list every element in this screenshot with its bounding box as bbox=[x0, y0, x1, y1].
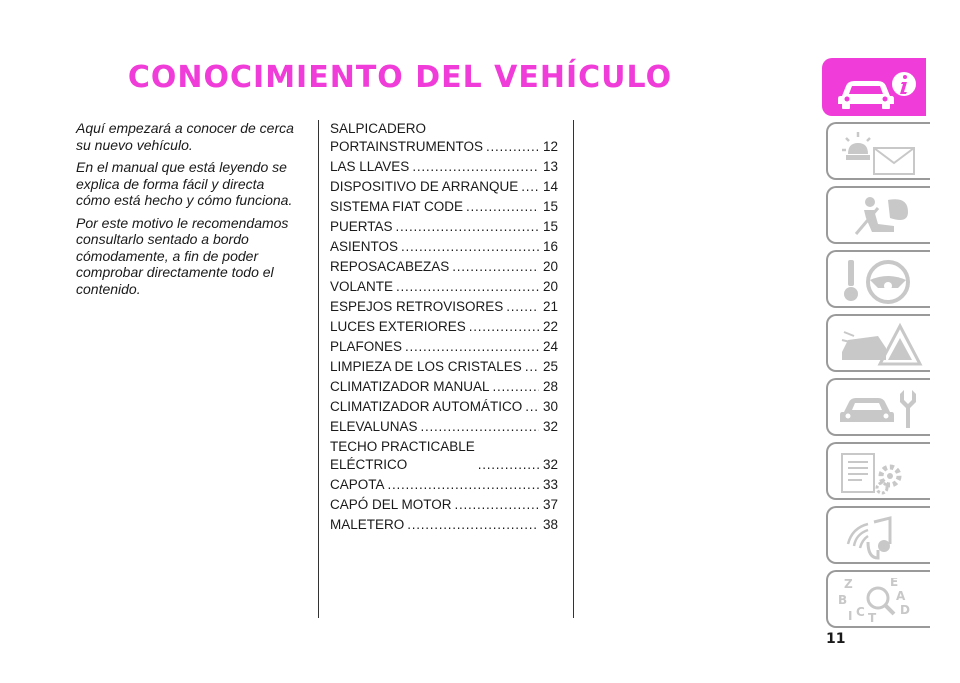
toc-entry-page: 13 bbox=[542, 159, 558, 174]
toc-leader-dots bbox=[388, 476, 539, 494]
key-steering-wheel-icon bbox=[838, 258, 926, 304]
multimedia-music-icon bbox=[838, 514, 926, 560]
toc-leader-dots bbox=[506, 298, 539, 316]
alphabetical-index-icon bbox=[838, 578, 926, 624]
toc-entry-page: 12 bbox=[542, 139, 558, 154]
tab-multimedia[interactable] bbox=[826, 506, 930, 564]
intro-paragraph: Aquí empezará a conocer de cerca su nuevo vehículo. bbox=[76, 120, 294, 153]
toc-entry-label: VOLANTE bbox=[330, 279, 394, 294]
toc-entry-label: PUERTAS bbox=[330, 219, 393, 234]
column-divider bbox=[318, 120, 319, 618]
toc-entry-label: SISTEMA FIAT CODE bbox=[330, 199, 464, 214]
toc-leader-dots bbox=[525, 398, 539, 416]
toc-entry[interactable] bbox=[330, 418, 558, 436]
tab-car-info[interactable] bbox=[822, 58, 926, 116]
index-letter: A bbox=[896, 589, 906, 603]
page-number: 11 bbox=[826, 631, 846, 647]
emergency-warning-triangle-icon bbox=[838, 322, 926, 368]
toc-entry-page: 15 bbox=[542, 219, 558, 234]
toc-entry-page: 15 bbox=[542, 199, 558, 214]
toc-entry-label: LUCES EXTERIORES bbox=[330, 319, 466, 334]
toc-entry[interactable] bbox=[330, 438, 558, 474]
toc-entry-page: 38 bbox=[542, 517, 558, 532]
toc-leader-dots bbox=[455, 496, 539, 514]
toc-entry-label: LAS LLAVES bbox=[330, 159, 410, 174]
car-wrench-maintenance-icon bbox=[838, 386, 926, 432]
car-info-icon bbox=[834, 66, 922, 112]
toc-entry[interactable] bbox=[330, 218, 558, 236]
toc-entry-label: CAPÓ DEL MOTOR bbox=[330, 497, 452, 512]
toc-entry-page: 32 bbox=[542, 419, 558, 434]
toc-entry-page: 32 bbox=[542, 457, 558, 472]
toc-entry[interactable] bbox=[330, 120, 558, 156]
tab-emergency[interactable] bbox=[826, 314, 930, 372]
toc-entry-label: CLIMATIZADOR MANUAL bbox=[330, 379, 490, 394]
toc-entry-label: ASIENTOS bbox=[330, 239, 399, 254]
toc-leader-dots bbox=[469, 318, 539, 336]
toc-entry-label: TECHO PRACTICABLE ELÉCTRICO bbox=[330, 439, 475, 472]
toc-entry[interactable] bbox=[330, 378, 558, 396]
toc-entry-page: 22 bbox=[542, 319, 558, 334]
toc-leader-dots bbox=[493, 378, 539, 396]
toc-entry-page: 20 bbox=[542, 259, 558, 274]
index-letter: D bbox=[900, 603, 910, 617]
index-letter: E bbox=[890, 578, 899, 589]
toc-entry[interactable] bbox=[330, 358, 558, 376]
tab-technical-data[interactable] bbox=[826, 442, 930, 500]
toc-leader-dots bbox=[396, 278, 539, 296]
intro-text bbox=[76, 120, 302, 303]
toc-leader-dots bbox=[452, 258, 539, 276]
toc-entry[interactable] bbox=[330, 496, 558, 514]
toc-entry[interactable] bbox=[330, 476, 558, 494]
toc-leader-dots bbox=[396, 218, 539, 236]
toc-entry-label: CLIMATIZADOR AUTOMÁTICO bbox=[330, 399, 523, 414]
toc-entry[interactable] bbox=[330, 258, 558, 276]
toc-entry-page: 20 bbox=[542, 279, 558, 294]
toc-entry-page: 21 bbox=[542, 299, 558, 314]
toc-entry-page: 25 bbox=[542, 359, 558, 374]
intro-paragraph: Por este motivo le recomendamos consultarlo sentado a bordo cómodamente, a fin de poder comprobar directamente todo el contenido. bbox=[76, 214, 289, 297]
tab-maintenance[interactable] bbox=[826, 378, 930, 436]
intro-paragraph: En el manual que está leyendo se explica de forma fácil y directa cómo está hecho y cómo funciona. bbox=[76, 159, 293, 208]
index-letter: I bbox=[848, 609, 853, 623]
warning-lights-message-icon bbox=[838, 130, 926, 176]
toc-entry-page: 16 bbox=[542, 239, 558, 254]
page-title: CONOCIMIENTO DEL VEHÍCULO bbox=[127, 60, 673, 95]
toc-entry-label: DISPOSITIVO DE ARRANQUE bbox=[330, 179, 519, 194]
toc-leader-dots bbox=[401, 238, 539, 256]
toc-entry-label: MALETERO bbox=[330, 517, 405, 532]
toc-entry[interactable] bbox=[330, 178, 558, 196]
toc-entry-page: 14 bbox=[542, 179, 558, 194]
toc-entry-label: REPOSACABEZAS bbox=[330, 259, 450, 274]
technical-data-gear-icon bbox=[838, 450, 926, 496]
toc-leader-dots bbox=[407, 516, 539, 534]
toc-entry[interactable] bbox=[330, 318, 558, 336]
toc-entry-label: LIMPIEZA DE LOS CRISTALES bbox=[330, 359, 522, 374]
toc-entry[interactable] bbox=[330, 338, 558, 356]
toc-entry[interactable] bbox=[330, 198, 558, 216]
toc-entry-label: ESPEJOS RETROVISORES bbox=[330, 299, 504, 314]
toc-entry-page: 24 bbox=[542, 339, 558, 354]
index-letter: T bbox=[868, 611, 877, 624]
tab-starting-driving[interactable] bbox=[826, 250, 930, 308]
toc-leader-dots bbox=[521, 178, 539, 196]
toc-entry[interactable] bbox=[330, 158, 558, 176]
toc-entry[interactable] bbox=[330, 516, 558, 534]
airbag-seat-safety-icon bbox=[838, 194, 926, 240]
column-divider bbox=[573, 120, 574, 618]
tab-warning-lights[interactable] bbox=[826, 122, 930, 180]
toc-entry-label: ELEVALUNAS bbox=[330, 419, 418, 434]
toc-entry[interactable] bbox=[330, 398, 558, 416]
toc-leader-dots bbox=[412, 158, 539, 176]
toc-entry[interactable] bbox=[330, 298, 558, 316]
index-letter: B bbox=[838, 593, 848, 607]
toc-leader-dots bbox=[466, 198, 539, 216]
toc-entry[interactable] bbox=[330, 278, 558, 296]
toc-entry-page: 30 bbox=[542, 399, 558, 414]
tab-safety[interactable] bbox=[826, 186, 930, 244]
table-of-contents bbox=[330, 120, 558, 536]
toc-entry[interactable] bbox=[330, 238, 558, 256]
toc-leader-dots bbox=[525, 358, 539, 376]
tab-index[interactable] bbox=[826, 570, 930, 628]
toc-entry-label: SALPICADERO PORTAINSTRUMENTOS bbox=[330, 121, 484, 154]
toc-leader-dots bbox=[486, 138, 539, 156]
toc-leader-dots bbox=[405, 338, 539, 356]
toc-entry-page: 28 bbox=[542, 379, 558, 394]
toc-entry-label: PLAFONES bbox=[330, 339, 403, 354]
index-letter: Z bbox=[844, 578, 853, 591]
toc-entry-page: 33 bbox=[542, 477, 558, 492]
index-letter: C bbox=[856, 605, 865, 619]
toc-entry-page: 37 bbox=[542, 497, 558, 512]
toc-leader-dots bbox=[421, 418, 539, 436]
toc-entry-label: CAPOTA bbox=[330, 477, 385, 492]
toc-leader-dots bbox=[478, 456, 539, 474]
